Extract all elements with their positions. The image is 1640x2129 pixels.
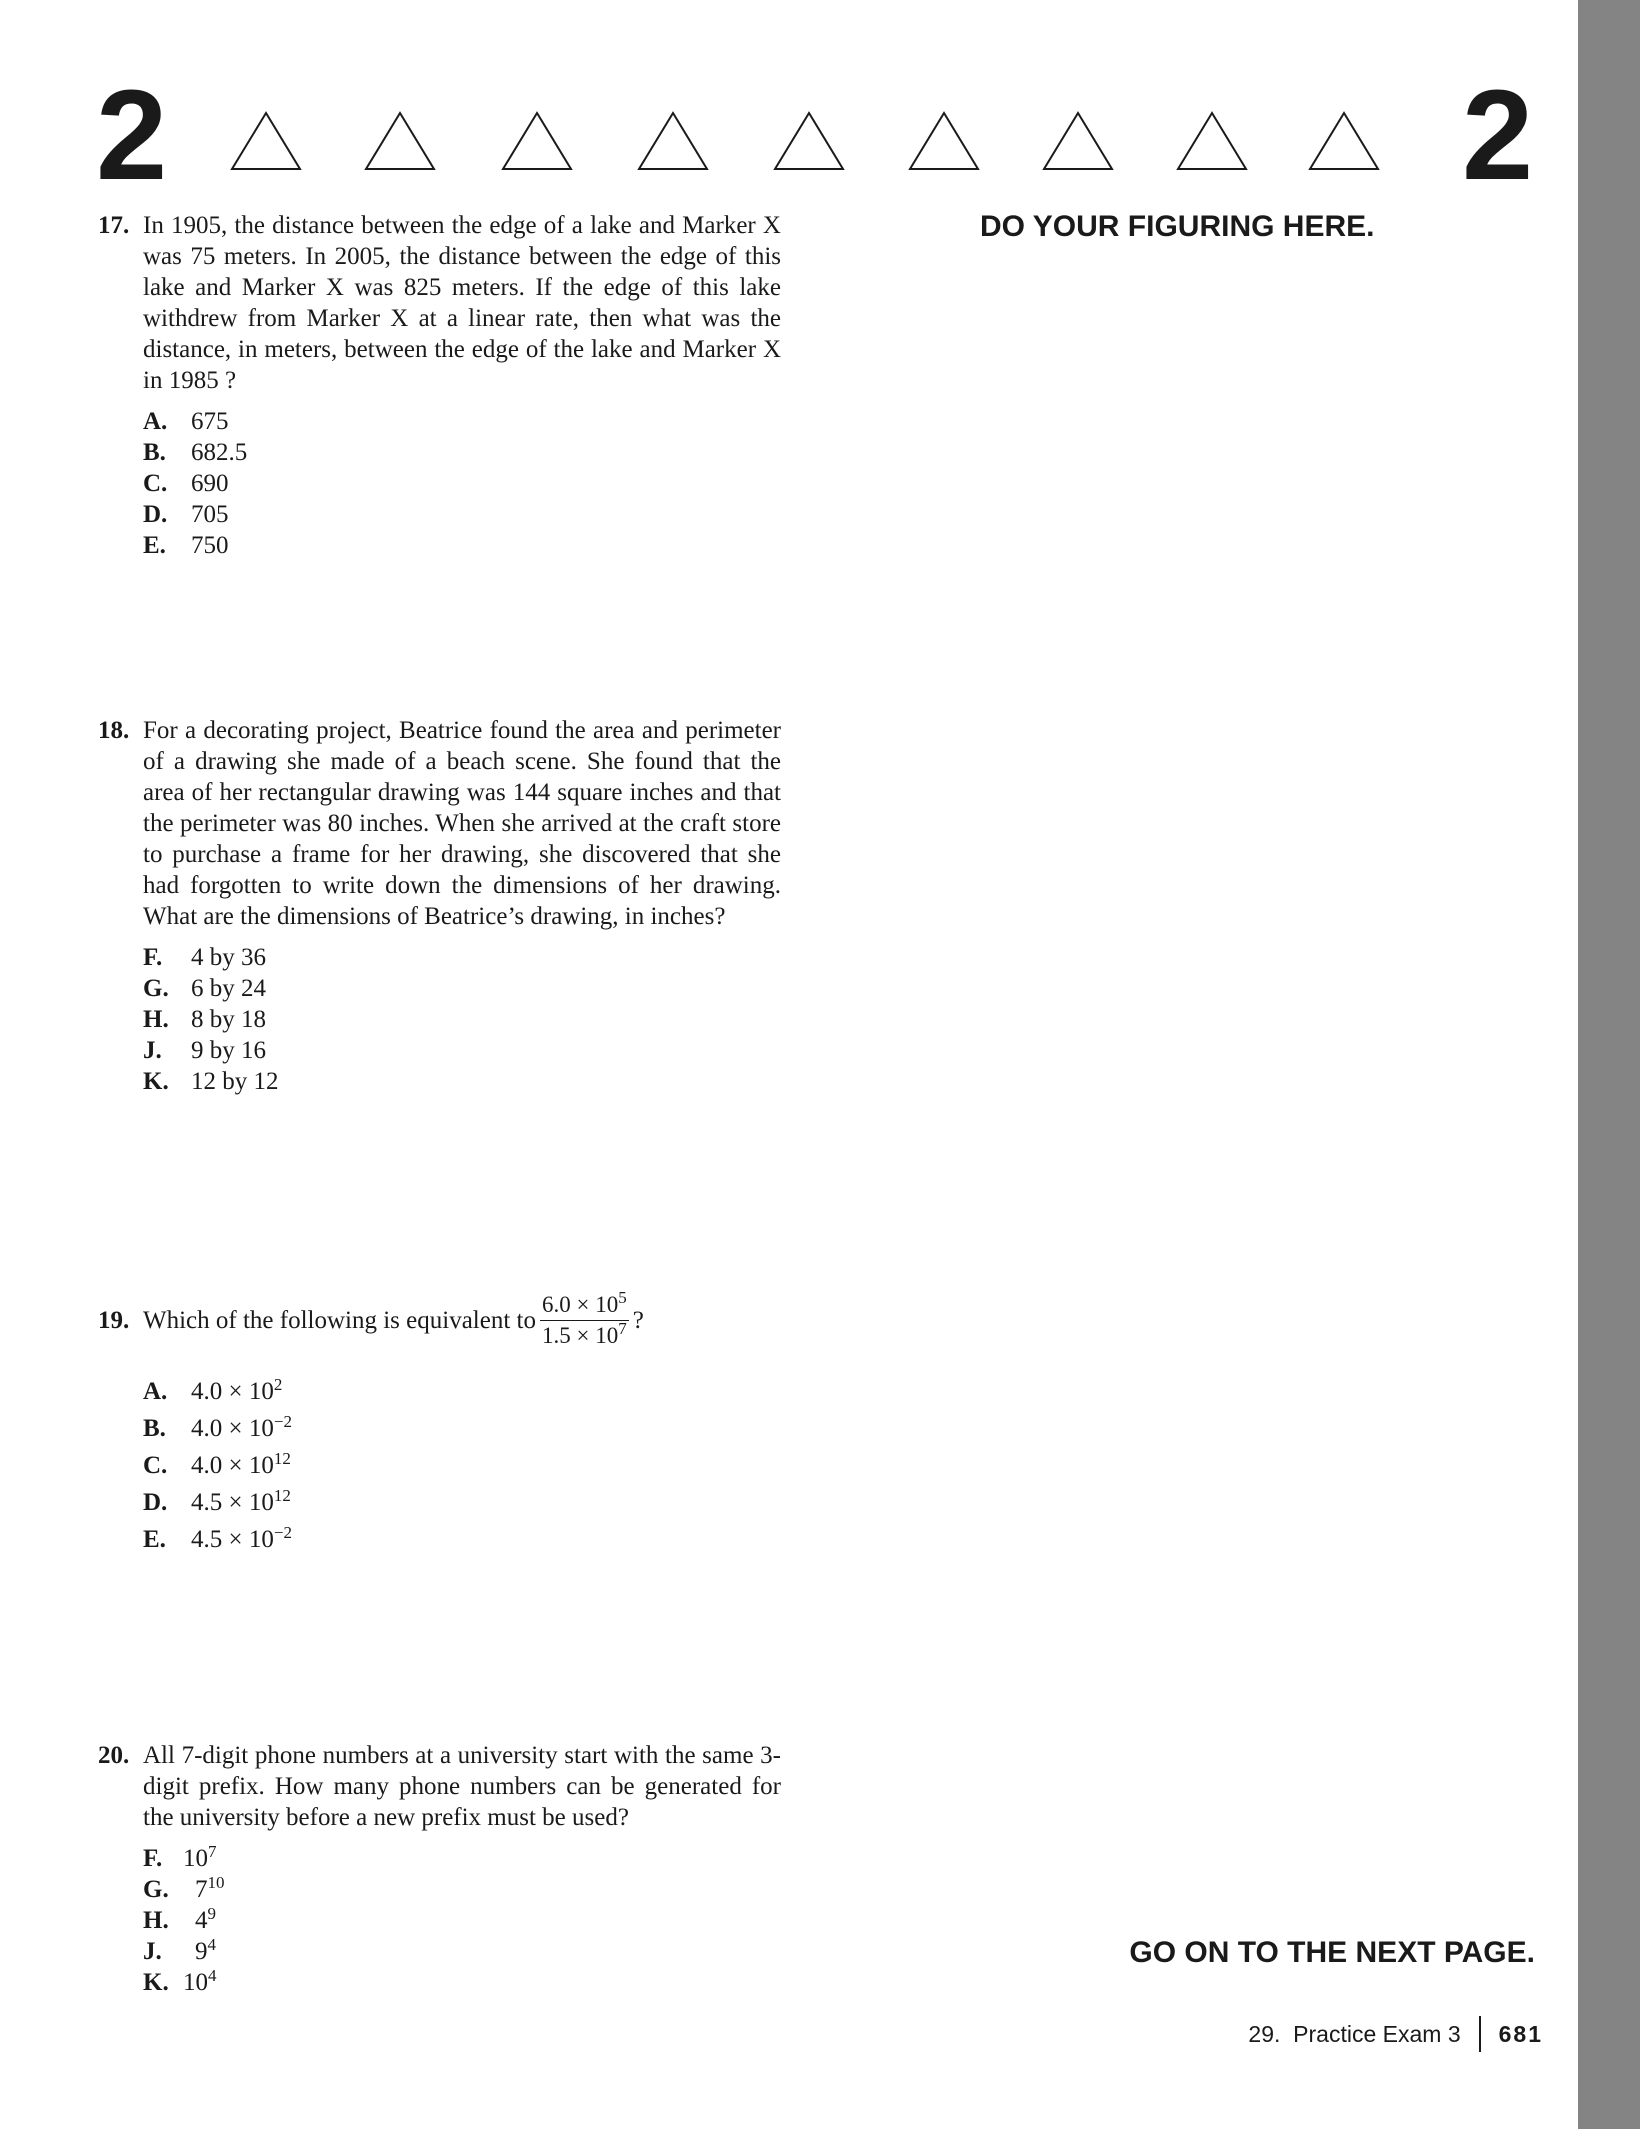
choice-value: 12 by 12 (191, 1068, 279, 1095)
answer-choice[interactable] (143, 1905, 781, 1936)
answer-choice[interactable] (143, 406, 781, 437)
footer-divider (1479, 2016, 1481, 2052)
choice-label: F. (143, 1845, 163, 1872)
triangle-icon (1176, 110, 1248, 172)
choice-label: C. (143, 1452, 168, 1479)
choice-label: B. (143, 1415, 166, 1442)
choice-label: K. (143, 1068, 169, 1095)
choice-label: E. (143, 1526, 166, 1553)
choice-label: D. (143, 1489, 168, 1516)
answer-choice[interactable] (143, 1936, 781, 1967)
answer-choice[interactable] (143, 1967, 781, 1998)
answer-choice[interactable] (143, 530, 781, 561)
answer-choice[interactable] (143, 1373, 818, 1410)
page-edge-tab (1578, 0, 1640, 2129)
question-18 (98, 715, 781, 1097)
question-number: 20. (98, 1742, 130, 1769)
answer-choices (143, 942, 781, 1097)
fraction-denominator: $1.5 \times 10^7$ (541, 1319, 627, 1348)
choice-value: $10^4$ (183, 1966, 217, 1996)
choice-label: E. (143, 532, 166, 559)
section-number-left: 2 (96, 64, 168, 207)
choice-label: C. (143, 470, 168, 497)
choice-value: $4.5 \times 10^{12}$ (191, 1486, 291, 1516)
figuring-label: DO YOUR FIGURING HERE. (980, 210, 1375, 243)
question-text: All 7-digit phone numbers at a university start with the same 3-digit prefix. How many phone numbers can be generated for the university before a new prefix must be used? (143, 1742, 781, 1831)
choice-value: $4.0 \times 10^2$ (191, 1375, 283, 1405)
answer-choice[interactable] (143, 1066, 781, 1097)
choice-value: $4.0 \times 10^{12}$ (191, 1449, 291, 1479)
answer-choice[interactable] (143, 973, 781, 1004)
choice-label: G. (143, 1876, 169, 1903)
question-number: 17. (98, 212, 130, 239)
page-number: 681 (1498, 2020, 1543, 2047)
answer-choices (143, 406, 781, 561)
choice-value: $10^7$ (183, 1842, 217, 1872)
question-number: 19. (98, 1307, 130, 1334)
choice-label: A. (143, 1378, 168, 1405)
answer-choice[interactable] (143, 1843, 781, 1874)
go-on-label: GO ON TO THE NEXT PAGE. (1129, 1936, 1535, 1969)
answer-choice[interactable] (143, 1521, 818, 1558)
choice-label: J. (143, 1938, 162, 1965)
choice-value: $4^9$ (195, 1904, 216, 1934)
answer-choice[interactable] (143, 1035, 781, 1066)
choice-label: H. (143, 1907, 169, 1934)
page-footer (1248, 2016, 1543, 2052)
choice-value: 675 (191, 408, 229, 435)
choice-label: H. (143, 1006, 169, 1033)
answer-choice[interactable] (143, 437, 781, 468)
triangle-icon (1308, 110, 1380, 172)
answer-choice[interactable] (143, 468, 781, 499)
choice-value: 750 (191, 532, 229, 559)
choice-value: $7^{10}$ (195, 1873, 225, 1903)
choice-value: $4.5 \times 10^{-2}$ (191, 1523, 292, 1553)
question-text: In 1905, the distance between the edge of a lake and Marker X was 75 meters. In 2005, the distance between the edge of this lake and Marker X was 825 meters. If the edge of this lake withdrew from Marker X at a linear rate, then what was the distance, in meters, between the edge of the lake and Marker X in 1985 ? (143, 212, 781, 394)
choice-value: 9 by 16 (191, 1037, 266, 1064)
choice-label: B. (143, 439, 166, 466)
choice-value: 705 (191, 501, 229, 528)
triangle-icon (637, 110, 709, 172)
answer-choice[interactable] (143, 1447, 818, 1484)
choice-label: K. (143, 1969, 169, 1996)
answer-choices (143, 1373, 818, 1558)
choice-label: G. (143, 975, 169, 1002)
triangle-icon (501, 110, 573, 172)
fraction-numerator: $6.0 \times 10^5$ (540, 1290, 629, 1321)
triangle-icon (230, 110, 302, 172)
choice-value: 4 by 36 (191, 944, 266, 971)
answer-choices (143, 1843, 781, 1998)
chapter-label: 29. Practice Exam 3 (1248, 2020, 1461, 2047)
question-text: Which of the following is equivalent to (143, 1307, 536, 1334)
choice-label: F. (143, 944, 163, 971)
triangle-icon (1042, 110, 1114, 172)
triangle-icon (364, 110, 436, 172)
section-number-right: 2 (1462, 64, 1534, 207)
question-text: For a decorating project, Beatrice found the area and perimeter of a drawing she made of a beach scene. She found that the area of her rectangular drawing was 144 square inches and that the perimeter was 80 inches. When she arrived at the craft store to purchase a frame for her drawing, she discovered that she had forgotten to write down the dimensions of her drawing. What are the dimensions of Beatrice’s drawing, in inches? (143, 717, 781, 930)
choice-label: J. (143, 1037, 162, 1064)
answer-choice[interactable] (143, 1004, 781, 1035)
choice-value: 6 by 24 (191, 975, 266, 1002)
question-19 (98, 1290, 818, 1558)
question-20 (98, 1740, 781, 1998)
choice-value: $9^4$ (195, 1935, 216, 1965)
answer-choice[interactable] (143, 1484, 818, 1521)
answer-choice[interactable] (143, 942, 781, 973)
choice-label: A. (143, 408, 168, 435)
choice-label: D. (143, 501, 168, 528)
question-17 (98, 210, 781, 561)
question-number: 18. (98, 717, 130, 744)
choice-value: 682.5 (191, 439, 248, 466)
answer-choice[interactable] (143, 1874, 781, 1905)
choice-value: 690 (191, 470, 229, 497)
question-mark: ? (632, 1307, 644, 1334)
triangle-icon (908, 110, 980, 172)
fraction (540, 1290, 629, 1351)
choice-value: 8 by 18 (191, 1006, 266, 1033)
answer-choice[interactable] (143, 499, 781, 530)
choice-value: $4.0 \times 10^{-2}$ (191, 1412, 292, 1442)
triangle-icon (773, 110, 845, 172)
answer-choice[interactable] (143, 1410, 818, 1447)
